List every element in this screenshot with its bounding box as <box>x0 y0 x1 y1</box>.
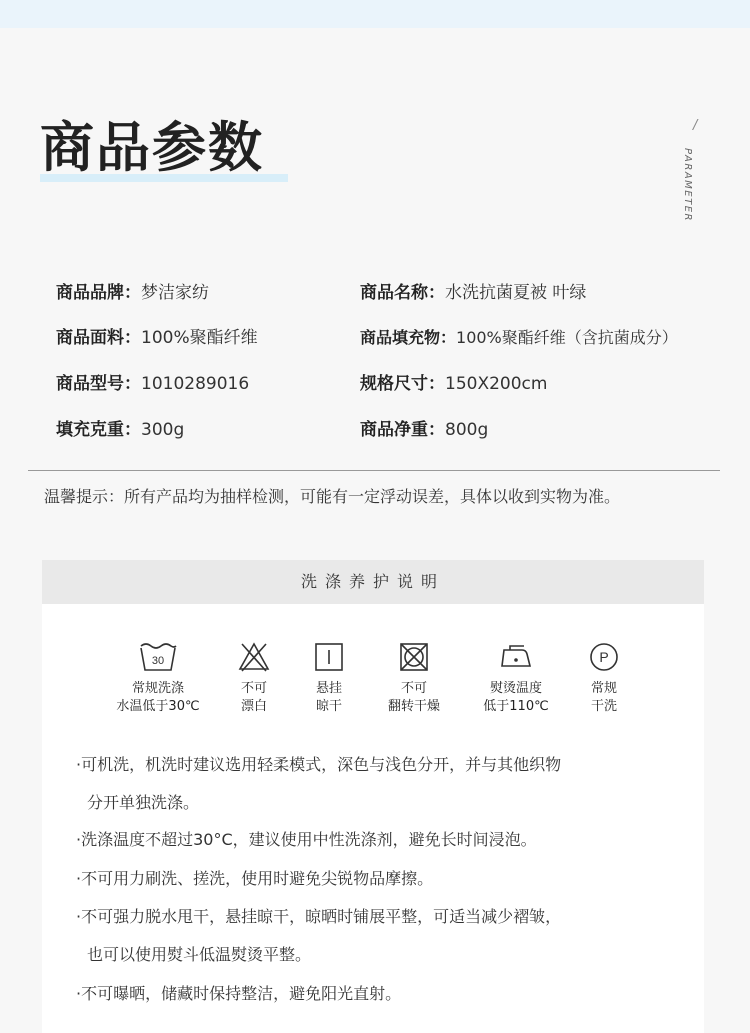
care-label-line2: 翻转干燥 <box>387 699 440 714</box>
param-key: 商品名称： <box>360 283 445 303</box>
param-key: 规格尺寸： <box>360 374 445 394</box>
hang-dry-icon <box>312 640 346 674</box>
wash-number: 30 <box>151 655 165 667</box>
care-label-line2: 漂白 <box>240 699 267 714</box>
param-model <box>56 372 249 396</box>
param-key: 商品型号： <box>56 374 141 394</box>
care-item-no-bleach <box>224 640 284 716</box>
side-label-parameter: PARAMETER <box>682 148 693 222</box>
no-bleach-icon <box>237 640 271 674</box>
care-item-iron <box>474 640 558 716</box>
care-label-line1: 不可 <box>240 681 267 696</box>
care-label-line2: 水温低于30℃ <box>116 699 200 714</box>
dry-clean-p-icon <box>587 640 621 674</box>
care-label-line1: 常规 <box>590 681 617 696</box>
param-name <box>360 281 586 305</box>
care-note: ·洗涤温度不超过30°C，建议使用中性洗涤剂，避免长时间浸泡。 <box>76 830 537 849</box>
param-value: 300g <box>141 420 185 440</box>
param-value: 1010289016 <box>141 374 250 394</box>
param-key: 商品品牌： <box>56 283 141 303</box>
care-label-line1: 熨烫温度 <box>489 681 542 696</box>
care-note: ·不可曝晒，储藏时保持整洁，避免阳光直射。 <box>76 984 402 1003</box>
care-label-line2: 晾干 <box>315 699 342 714</box>
param-value: 水洗抗菌夏被 叶绿 <box>445 283 587 303</box>
care-note: 分开单独洗涤。 <box>87 793 200 812</box>
care-label-line1: 常规洗涤 <box>131 681 184 696</box>
param-brand <box>56 281 209 305</box>
care-label-line1: 悬挂 <box>315 681 342 696</box>
care-note: ·不可用力刷洗、搓洗，使用时避免尖锐物品摩擦。 <box>76 869 434 888</box>
param-key: 填充克重： <box>56 420 141 440</box>
care-label-line1: 不可 <box>400 681 427 696</box>
param-filling <box>360 326 678 350</box>
tip-text: 温馨提示：所有产品均为抽样检测，可能有一定浮动误差，具体以收到实物为准。 <box>44 487 621 506</box>
care-label <box>474 680 558 716</box>
care-item-dry-clean <box>574 640 634 716</box>
care-note: ·可机洗，机洗时建议选用轻柔模式，深色与浅色分开，并与其他织物 <box>76 755 562 774</box>
param-key: 商品净重： <box>360 420 445 440</box>
care-label <box>299 680 359 716</box>
care-card <box>42 560 704 1033</box>
care-label <box>224 680 284 716</box>
param-fill-weight <box>56 418 184 442</box>
divider <box>28 470 720 471</box>
iron-low-icon <box>498 640 534 674</box>
param-net-weight <box>360 418 488 442</box>
care-label-line2: 低于110℃ <box>483 699 549 714</box>
param-size <box>360 372 547 396</box>
care-label <box>108 680 208 716</box>
care-item-wash <box>108 640 208 716</box>
care-label-line2: 干洗 <box>590 699 617 714</box>
param-value: 150X200cm <box>445 374 548 394</box>
care-label <box>574 680 634 716</box>
param-value: 100%聚酯纤维（含抗菌成分） <box>456 328 678 347</box>
wash-30-icon <box>138 640 178 674</box>
care-item-no-tumble-dry <box>376 640 452 716</box>
no-tumble-dry-icon <box>397 640 431 674</box>
param-fabric <box>56 326 258 350</box>
page-title: 商品参数 <box>40 116 264 179</box>
care-label <box>376 680 452 716</box>
care-item-hang-dry <box>299 640 359 716</box>
side-slash: / <box>693 118 698 133</box>
top-band <box>0 0 750 28</box>
param-value: 梦洁家纺 <box>141 283 209 303</box>
care-note: 也可以使用熨斗低温熨烫平整。 <box>87 945 312 964</box>
param-value: 100%聚酯纤维 <box>141 328 258 348</box>
param-key: 商品填充物： <box>360 328 457 347</box>
dry-clean-letter: P <box>599 649 609 665</box>
param-key: 商品面料： <box>56 328 141 348</box>
care-heading: 洗涤养护说明 <box>42 560 704 604</box>
care-note: ·不可强力脱水甩干，悬挂晾干，晾晒时铺展平整，可适当减少褶皱， <box>76 907 562 926</box>
param-value: 800g <box>445 420 489 440</box>
